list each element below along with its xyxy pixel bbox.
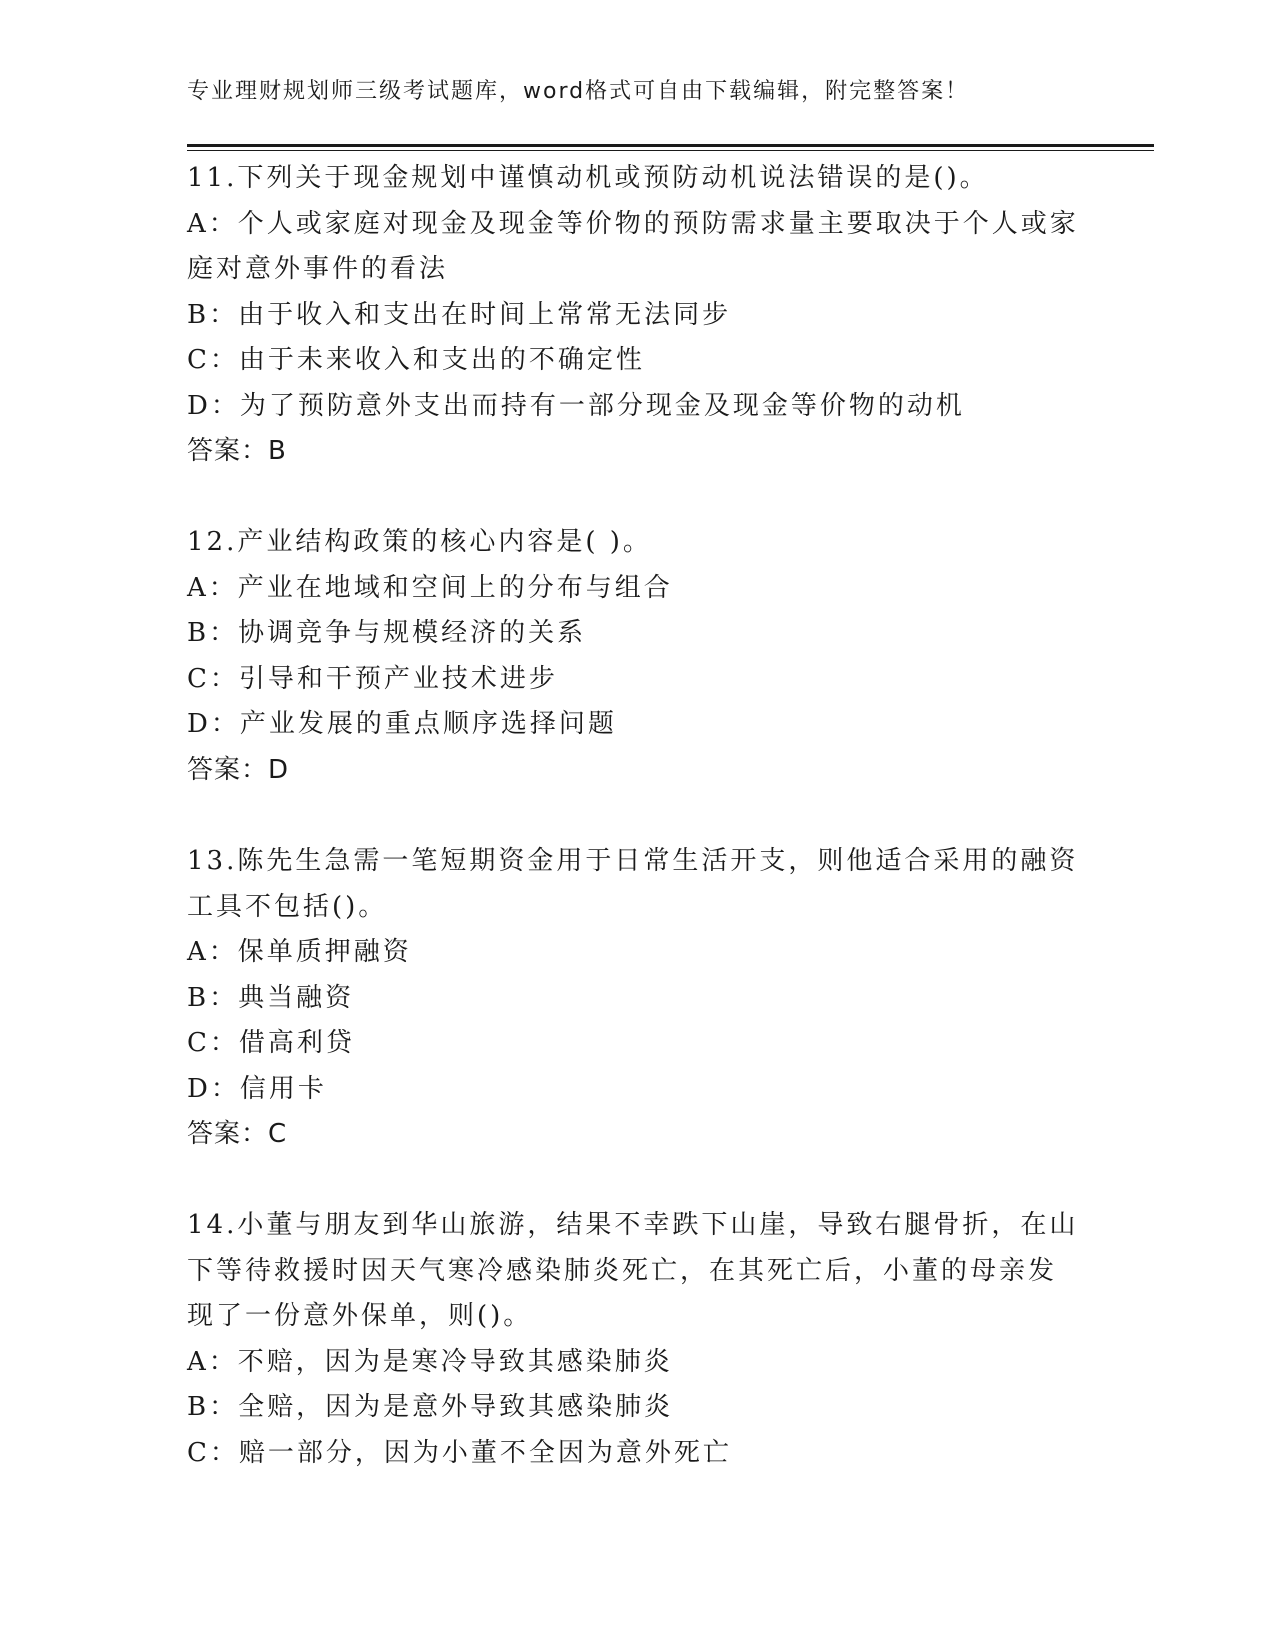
question-stem: 12.产业结构政策的核心内容是( )。 <box>187 527 652 557</box>
answer-label: 答案：B <box>187 436 287 466</box>
option-c: C：由于未来收入和支出的不确定性 <box>187 345 645 375</box>
option-d: D：产业发展的重点顺序选择问题 <box>187 709 617 739</box>
question-12 <box>187 520 1087 793</box>
question-stem-continued: 下等待救援时因天气寒冷感染肺炎死亡，在其死亡后，小董的母亲发 <box>187 1255 1058 1286</box>
answer-label: 答案：C <box>187 1119 288 1149</box>
header-rule-thick <box>187 144 1154 147</box>
option-b: B：全赔，因为是意外导致其感染肺炎 <box>187 1392 674 1422</box>
option-b: B：由于收入和支出在时间上常常无法同步 <box>187 299 732 330</box>
question-stem-continued: 工具不包括()。 <box>187 891 388 922</box>
option-b: B：协调竞争与规模经济的关系 <box>187 618 587 648</box>
answer-label: 答案：D <box>187 754 290 785</box>
option-b: B：典当融资 <box>187 982 355 1013</box>
question-13 <box>187 839 1087 1158</box>
option-a: A：保单质押融资 <box>187 937 412 967</box>
question-stem-continued: 现了一份意外保单，则()。 <box>187 1301 533 1331</box>
header-rule-thin <box>187 150 1154 151</box>
question-stem: 13.陈先生急需一笔短期资金用于日常生活开支，则他适合采用的融资 <box>187 846 1079 876</box>
question-stem: 11.下列关于现金规划中谨慎动机或预防动机说法错误的是()。 <box>187 163 989 193</box>
question-stem: 14.小董与朋友到华山旅游，结果不幸跌下山崖，导致右腿骨折，在山 <box>187 1210 1079 1240</box>
option-d: D：信用卡 <box>187 1073 327 1104</box>
option-c: C：借高利贷 <box>187 1028 355 1058</box>
option-c: C：赔一部分，因为小董不全因为意外死亡 <box>187 1437 732 1468</box>
page-header: 专业理财规划师三级考试题库，word格式可自由下载编辑，附完整答案！ <box>187 79 970 104</box>
option-a: A：产业在地域和空间上的分布与组合 <box>187 572 673 603</box>
option-d: D：为了预防意外支出而持有一部分现金及现金等价物的动机 <box>187 390 965 421</box>
option-a: A：不赔，因为是寒冷导致其感染肺炎 <box>187 1346 673 1377</box>
option-a-continued: 庭对意外事件的看法 <box>187 254 449 284</box>
option-c: C：引导和干预产业技术进步 <box>187 663 558 694</box>
question-14 <box>187 1203 1087 1476</box>
option-a: A：个人或家庭对现金及现金等价物的预防需求量主要取决于个人或家 <box>187 208 1079 239</box>
question-11 <box>187 156 1087 475</box>
